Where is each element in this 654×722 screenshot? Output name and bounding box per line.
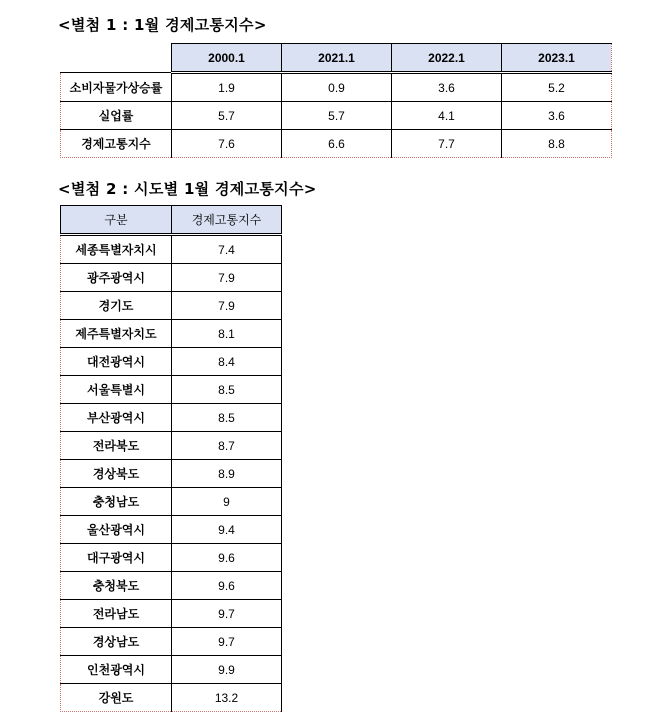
column-header: 2000.1 [172,44,282,73]
row-label: 경제고통지수 [61,130,172,158]
region-name-cell: 서울특별시 [61,376,172,404]
table-row [61,628,282,656]
table-cell: 5.7 [172,102,282,130]
region-name-cell: 대구광역시 [61,544,172,572]
index-value-cell: 9 [172,488,282,516]
table-cell: 5.2 [502,73,612,102]
table-cell: 5.7 [282,102,392,130]
table-row [61,264,282,292]
table-row [61,348,282,376]
header-corner-cell [61,44,172,73]
index-value-cell: 7.9 [172,292,282,320]
table-row [61,320,282,348]
index-value-cell: 8.7 [172,432,282,460]
table-cell: 1.9 [172,73,282,102]
table-header-row [61,206,282,235]
table-row [61,572,282,600]
column-header: 2023.1 [502,44,612,73]
table-row [61,292,282,320]
table-row [61,516,282,544]
region-name-cell: 경상남도 [61,628,172,656]
section2-title: <별첨 2 : 시도별 1월 경제고통지수> [58,180,317,198]
region-name-cell: 제주특별자치도 [61,320,172,348]
index-value-cell: 7.9 [172,264,282,292]
monthly-misery-index-table [60,43,612,158]
table-header-row [61,44,612,73]
table-row [61,235,282,264]
regional-misery-index-table [60,205,282,712]
table-row [61,460,282,488]
table-cell: 6.6 [282,130,392,158]
index-value-cell: 9.9 [172,656,282,684]
table-cell: 0.9 [282,73,392,102]
table-row [61,656,282,684]
region-name-cell: 경상북도 [61,460,172,488]
region-name-cell: 강원도 [61,684,172,712]
index-value-cell: 8.4 [172,348,282,376]
table-cell: 7.7 [392,130,502,158]
section1-title: <별첨 1 : 1월 경제고통지수> [58,16,267,34]
table-cell: 4.1 [392,102,502,130]
index-value-cell: 8.5 [172,376,282,404]
region-name-cell: 세종특별자치시 [61,235,172,264]
row-label: 소비자물가상승률 [61,73,172,102]
region-name-cell: 울산광역시 [61,516,172,544]
table-cell: 8.8 [502,130,612,158]
table-row [61,432,282,460]
index-value-cell: 7.4 [172,235,282,264]
region-name-cell: 광주광역시 [61,264,172,292]
region-name-cell: 충청북도 [61,572,172,600]
region-name-cell: 전라북도 [61,432,172,460]
table-row [61,130,612,158]
region-name-cell: 대전광역시 [61,348,172,376]
region-name-cell: 부산광역시 [61,404,172,432]
row-label: 실업률 [61,102,172,130]
table-row [61,544,282,572]
region-name-cell: 충청남도 [61,488,172,516]
table-row [61,102,612,130]
region-name-cell: 인천광역시 [61,656,172,684]
column-header: 구분 [61,206,172,235]
index-value-cell: 9.7 [172,628,282,656]
region-name-cell: 경기도 [61,292,172,320]
table-cell: 3.6 [502,102,612,130]
index-value-cell: 9.6 [172,544,282,572]
table-row [61,73,612,102]
index-value-cell: 13.2 [172,684,282,712]
index-value-cell: 8.5 [172,404,282,432]
index-value-cell: 8.9 [172,460,282,488]
table-row [61,684,282,712]
table-cell: 3.6 [392,73,502,102]
table-row [61,376,282,404]
index-value-cell: 9.4 [172,516,282,544]
table-row [61,600,282,628]
column-header: 2022.1 [392,44,502,73]
index-value-cell: 9.6 [172,572,282,600]
table-row [61,488,282,516]
index-value-cell: 8.1 [172,320,282,348]
table-row [61,404,282,432]
table-cell: 7.6 [172,130,282,158]
column-header: 경제고통지수 [172,206,282,235]
column-header: 2021.1 [282,44,392,73]
region-name-cell: 전라남도 [61,600,172,628]
index-value-cell: 9.7 [172,600,282,628]
